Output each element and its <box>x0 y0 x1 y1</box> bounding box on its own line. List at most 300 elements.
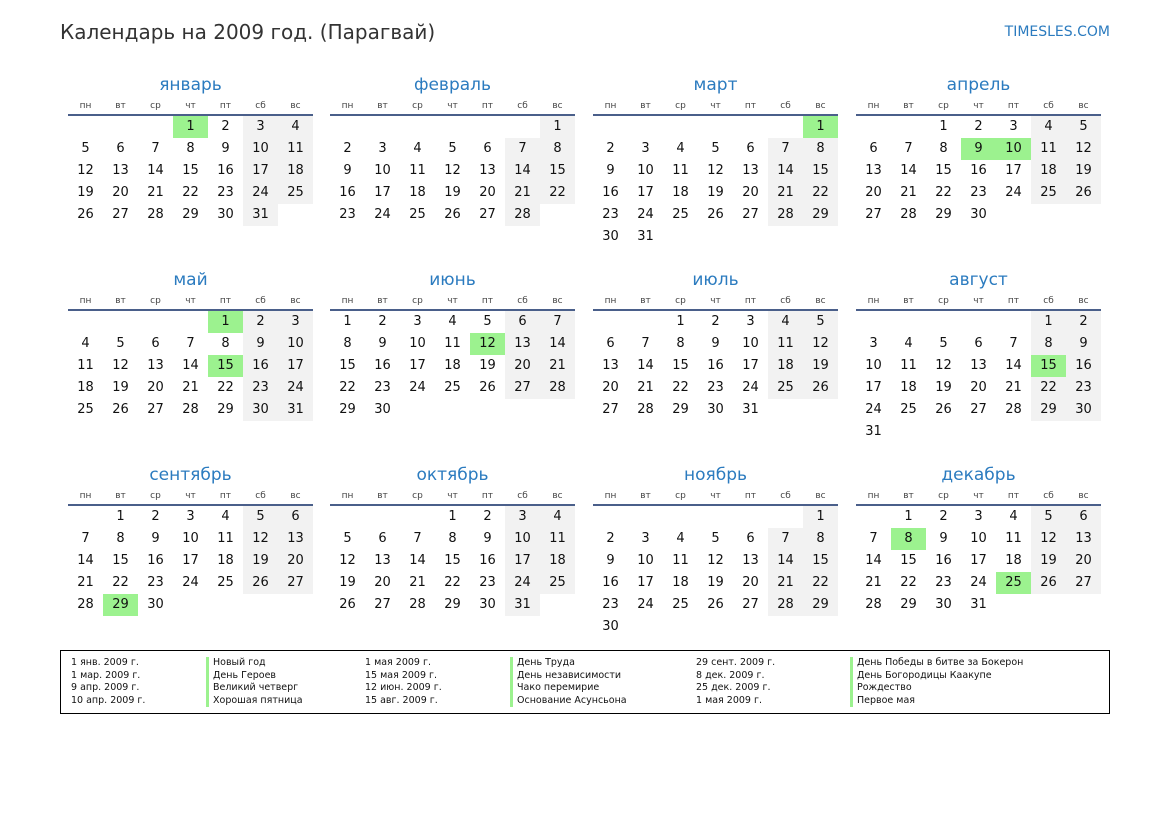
empty-cell <box>733 616 768 638</box>
page-title: Календарь на 2009 год. (Парагвай) <box>60 20 436 44</box>
week-row <box>593 506 838 528</box>
weekday-header-row <box>68 488 313 506</box>
day-cell: 29 <box>900 597 917 612</box>
day-cell: 22 <box>803 182 838 204</box>
day-cell: 22 <box>900 575 917 590</box>
day-cell: 28 <box>505 204 540 226</box>
day-cell: 5 <box>483 314 492 329</box>
day-cell: 9 <box>343 163 352 178</box>
day-cell: 28 <box>865 597 882 612</box>
holiday-date: 15 мая 2009 г. <box>365 669 438 681</box>
day-cell: 27 <box>278 572 313 594</box>
day-cell: 2 <box>221 119 230 134</box>
day-cell: 20 <box>147 380 164 395</box>
day-cell: 26 <box>339 597 356 612</box>
day-cell: 2 <box>343 141 352 156</box>
day-cell: 19 <box>935 380 952 395</box>
week-row <box>593 528 838 550</box>
day-cell: 10 <box>970 531 987 546</box>
weekday-header: чт <box>710 296 721 306</box>
day-cell: 1 <box>173 116 208 138</box>
day-cell: 29 <box>672 402 689 417</box>
day-cell: 19 <box>707 575 724 590</box>
day-cell: 9 <box>483 531 492 546</box>
day-cell: 29 <box>803 204 838 226</box>
day-cell: 17 <box>637 185 654 200</box>
day-cell: 15 <box>803 160 838 182</box>
weekday-header: вс <box>1078 296 1089 306</box>
week-row <box>856 594 1101 616</box>
day-cell: 6 <box>116 141 125 156</box>
week-row <box>856 204 1101 226</box>
holiday-dates-column-3 <box>696 657 775 707</box>
empty-cell <box>435 399 470 421</box>
day-cell: 26 <box>243 572 278 594</box>
day-cell: 8 <box>803 528 838 550</box>
week-row <box>330 160 575 182</box>
day-cell: 20 <box>1066 550 1101 572</box>
week-row <box>593 116 838 138</box>
holiday-names-column-3 <box>850 657 1023 707</box>
week-row <box>593 616 838 638</box>
day-cell: 13 <box>1066 528 1101 550</box>
day-cell: 11 <box>672 163 689 178</box>
day-cell: 13 <box>147 358 164 373</box>
weekday-header: пт <box>219 491 232 501</box>
month-name: май <box>173 270 208 290</box>
day-cell: 7 <box>1009 336 1018 351</box>
day-cell: 18 <box>672 185 689 200</box>
empty-cell <box>768 399 803 421</box>
week-row <box>330 528 575 550</box>
day-cell: 13 <box>970 358 987 373</box>
empty-cell <box>891 116 926 138</box>
day-cell: 31 <box>970 597 987 612</box>
day-cell: 22 <box>935 185 952 200</box>
weekday-header: сб <box>517 296 528 306</box>
weekday-header: чт <box>447 491 458 501</box>
empty-cell <box>208 594 243 616</box>
empty-cell <box>628 116 663 138</box>
day-cell: 9 <box>378 336 387 351</box>
day-cell: 20 <box>742 185 759 200</box>
day-cell: 8 <box>343 336 352 351</box>
day-cell: 15 <box>444 553 461 568</box>
day-cell: 23 <box>935 575 952 590</box>
day-cell: 5 <box>803 311 838 333</box>
day-cell: 4 <box>448 314 457 329</box>
holiday-date: 8 дек. 2009 г. <box>696 669 765 681</box>
weekday-header: вт <box>115 491 126 501</box>
day-cell: 3 <box>278 311 313 333</box>
weekday-header: вт <box>903 101 914 111</box>
empty-cell <box>803 226 838 248</box>
weekday-header: вт <box>115 101 126 111</box>
empty-cell <box>540 204 575 226</box>
week-row <box>593 311 838 333</box>
day-cell: 22 <box>182 185 199 200</box>
day-cell: 28 <box>147 207 164 222</box>
week-row <box>330 377 575 399</box>
empty-cell <box>593 116 628 138</box>
day-cell: 1 <box>448 509 457 524</box>
day-cell: 9 <box>939 531 948 546</box>
day-cell: 14 <box>147 163 164 178</box>
day-cell: 9 <box>606 163 615 178</box>
weekday-header: пн <box>867 491 880 501</box>
day-cell: 6 <box>974 336 983 351</box>
day-cell: 11 <box>672 553 689 568</box>
day-cell: 6 <box>869 141 878 156</box>
week-row <box>68 594 313 616</box>
weekday-header: вс <box>1078 101 1089 111</box>
day-cell: 30 <box>935 597 952 612</box>
weekday-header: чт <box>185 296 196 306</box>
weekday-header-row <box>856 488 1101 506</box>
day-cell: 4 <box>676 141 685 156</box>
weekday-header: вс <box>552 296 563 306</box>
day-cell: 25 <box>996 572 1031 594</box>
day-cell: 16 <box>479 553 496 568</box>
empty-cell <box>926 421 961 443</box>
holiday-name: Основание Асунсьона <box>510 695 627 708</box>
day-cell: 15 <box>540 160 575 182</box>
day-cell: 10 <box>637 163 654 178</box>
week-row <box>856 333 1101 355</box>
day-cell: 16 <box>339 185 356 200</box>
day-cell: 22 <box>540 182 575 204</box>
day-cell: 17 <box>409 358 426 373</box>
empty-cell <box>1031 594 1066 616</box>
day-cell: 8 <box>448 531 457 546</box>
week-row <box>68 377 313 399</box>
week-row <box>68 506 313 528</box>
day-cell: 18 <box>1031 160 1066 182</box>
day-cell: 6 <box>378 531 387 546</box>
weekday-header: ср <box>150 491 161 501</box>
day-cell: 3 <box>243 116 278 138</box>
day-cell: 30 <box>147 597 164 612</box>
month-2 <box>330 72 575 226</box>
weekday-header: пн <box>79 101 92 111</box>
weekday-header: чт <box>710 491 721 501</box>
day-cell: 24 <box>742 380 759 395</box>
weekday-header: ср <box>675 296 686 306</box>
day-cell: 19 <box>479 358 496 373</box>
day-cell: 1 <box>904 509 913 524</box>
day-cell: 24 <box>409 380 426 395</box>
day-cell: 11 <box>768 333 803 355</box>
weekday-header: сб <box>517 491 528 501</box>
day-cell: 6 <box>606 336 615 351</box>
month-7 <box>593 267 838 421</box>
weekday-header: сб <box>1043 296 1054 306</box>
weekday-header: сб <box>517 101 528 111</box>
empty-cell <box>540 594 575 616</box>
day-cell: 3 <box>974 509 983 524</box>
day-cell: 26 <box>707 207 724 222</box>
day-cell: 24 <box>505 572 540 594</box>
weekday-header: чт <box>447 101 458 111</box>
weekday-header: вт <box>640 296 651 306</box>
month-6 <box>330 267 575 421</box>
empty-cell <box>698 226 733 248</box>
empty-cell <box>698 506 733 528</box>
empty-cell <box>996 594 1031 616</box>
day-cell: 27 <box>742 207 759 222</box>
weekday-header: ср <box>938 491 949 501</box>
day-cell: 20 <box>742 575 759 590</box>
weekday-header: пн <box>604 101 617 111</box>
holiday-name: Первое мая <box>850 695 1023 708</box>
holiday-name: Хорошая пятница <box>206 695 303 708</box>
holiday-date: 1 мая 2009 г. <box>696 694 762 706</box>
day-cell: 24 <box>1005 185 1022 200</box>
day-cell: 25 <box>217 575 234 590</box>
day-cell: 15 <box>1031 355 1066 377</box>
holiday-date: 10 апр. 2009 г. <box>71 694 146 706</box>
weekday-header: вт <box>377 491 388 501</box>
empty-cell <box>663 506 698 528</box>
day-cell: 30 <box>374 402 391 417</box>
week-row <box>593 226 838 248</box>
weekday-header-row <box>330 293 575 311</box>
day-cell: 26 <box>935 402 952 417</box>
holiday-date: 9 апр. 2009 г. <box>71 682 140 694</box>
day-cell: 16 <box>602 185 619 200</box>
day-cell: 28 <box>182 402 199 417</box>
day-cell: 27 <box>865 207 882 222</box>
day-cell: 2 <box>1066 311 1101 333</box>
day-cell: 4 <box>1009 509 1018 524</box>
day-cell: 19 <box>707 185 724 200</box>
day-cell: 27 <box>602 402 619 417</box>
weekday-header: ср <box>150 296 161 306</box>
day-cell: 21 <box>505 182 540 204</box>
day-cell: 27 <box>505 377 540 399</box>
month-1 <box>68 72 313 226</box>
week-row <box>330 572 575 594</box>
day-cell: 2 <box>151 509 160 524</box>
day-cell: 5 <box>1066 116 1101 138</box>
day-cell: 20 <box>479 185 496 200</box>
weekday-header: пт <box>481 296 494 306</box>
day-cell: 18 <box>1005 553 1022 568</box>
month-10 <box>330 462 575 616</box>
day-cell: 5 <box>711 141 720 156</box>
week-row <box>330 311 575 333</box>
week-row <box>68 138 313 160</box>
empty-cell <box>400 506 435 528</box>
weekday-header: пн <box>867 101 880 111</box>
day-cell: 20 <box>112 185 129 200</box>
week-row <box>856 421 1101 443</box>
day-cell: 14 <box>77 553 94 568</box>
day-cell: 3 <box>186 509 195 524</box>
week-row <box>593 594 838 616</box>
empty-cell <box>1066 204 1101 226</box>
day-cell: 29 <box>182 207 199 222</box>
day-cell: 29 <box>103 594 138 616</box>
day-cell: 24 <box>182 575 199 590</box>
day-cell: 7 <box>540 311 575 333</box>
weekday-header: вс <box>1078 491 1089 501</box>
empty-cell <box>68 311 103 333</box>
weekday-header: ср <box>150 101 161 111</box>
week-row <box>593 138 838 160</box>
week-row <box>593 333 838 355</box>
empty-cell <box>856 311 891 333</box>
day-cell: 14 <box>1005 358 1022 373</box>
day-cell: 7 <box>505 138 540 160</box>
day-cell: 24 <box>374 207 391 222</box>
day-cell: 16 <box>374 358 391 373</box>
day-cell: 26 <box>1066 182 1101 204</box>
day-cell: 25 <box>409 207 426 222</box>
holiday-name: Новый год <box>206 657 303 670</box>
holiday-date: 29 сент. 2009 г. <box>696 657 776 668</box>
day-cell: 20 <box>374 575 391 590</box>
empty-cell <box>278 594 313 616</box>
empty-cell <box>628 616 663 638</box>
day-cell: 3 <box>505 506 540 528</box>
weekday-header: пн <box>79 491 92 501</box>
month-name: октябрь <box>416 465 489 485</box>
day-cell: 12 <box>803 333 838 355</box>
week-row <box>593 182 838 204</box>
empty-cell <box>698 116 733 138</box>
weekday-header: сб <box>780 296 791 306</box>
weekday-header: сб <box>255 296 266 306</box>
day-cell: 13 <box>602 358 619 373</box>
week-row <box>68 182 313 204</box>
day-cell: 15 <box>182 163 199 178</box>
day-cell: 11 <box>444 336 461 351</box>
day-cell: 2 <box>711 314 720 329</box>
day-cell: 8 <box>803 138 838 160</box>
day-cell: 20 <box>602 380 619 395</box>
empty-cell <box>768 506 803 528</box>
day-cell: 5 <box>711 531 720 546</box>
day-cell: 27 <box>742 597 759 612</box>
empty-cell <box>961 421 996 443</box>
day-cell: 21 <box>637 380 654 395</box>
day-cell: 30 <box>1066 399 1101 421</box>
holiday-date: 25 дек. 2009 г. <box>696 682 771 694</box>
weekday-header: ср <box>412 296 423 306</box>
day-cell: 7 <box>768 138 803 160</box>
day-cell: 10 <box>637 553 654 568</box>
day-cell: 5 <box>1031 506 1066 528</box>
day-cell: 21 <box>1005 380 1022 395</box>
day-cell: 20 <box>505 355 540 377</box>
weekday-header: вт <box>377 101 388 111</box>
month-11 <box>593 462 838 638</box>
holiday-date: 12 июн. 2009 г. <box>365 682 442 694</box>
weekday-header: ср <box>412 101 423 111</box>
weekday-header: чт <box>973 491 984 501</box>
day-cell: 6 <box>505 311 540 333</box>
day-cell: 13 <box>374 553 391 568</box>
day-cell: 18 <box>768 355 803 377</box>
day-cell: 23 <box>1066 377 1101 399</box>
day-cell: 31 <box>243 204 278 226</box>
day-cell: 5 <box>81 141 90 156</box>
weekday-header-row <box>330 488 575 506</box>
weekday-header: пн <box>867 296 880 306</box>
holiday-name: День Богородицы Каакупе <box>850 670 1023 683</box>
day-cell: 29 <box>217 402 234 417</box>
day-cell: 14 <box>505 160 540 182</box>
empty-cell <box>138 116 173 138</box>
day-cell: 14 <box>900 163 917 178</box>
day-cell: 16 <box>602 575 619 590</box>
empty-cell <box>330 116 365 138</box>
day-cell: 14 <box>182 358 199 373</box>
week-row <box>593 550 838 572</box>
day-cell: 26 <box>112 402 129 417</box>
day-cell: 16 <box>935 553 952 568</box>
day-cell: 17 <box>970 553 987 568</box>
day-cell: 1 <box>1031 311 1066 333</box>
holiday-names-column-2 <box>510 657 627 707</box>
weekday-header: чт <box>710 101 721 111</box>
day-cell: 30 <box>970 207 987 222</box>
day-cell: 31 <box>865 424 882 439</box>
weekday-header-row <box>68 98 313 116</box>
day-cell: 1 <box>803 506 838 528</box>
day-cell: 11 <box>1031 138 1066 160</box>
day-cell: 1 <box>208 311 243 333</box>
weekday-header: вс <box>815 296 826 306</box>
week-row <box>593 399 838 421</box>
day-cell: 29 <box>1031 399 1066 421</box>
weekday-header: пн <box>341 296 354 306</box>
week-row <box>330 333 575 355</box>
day-cell: 4 <box>278 116 313 138</box>
week-row <box>856 311 1101 333</box>
day-cell: 15 <box>339 358 356 373</box>
day-cell: 1 <box>343 314 352 329</box>
day-cell: 8 <box>540 138 575 160</box>
empty-cell <box>173 594 208 616</box>
day-cell: 27 <box>970 402 987 417</box>
week-row <box>856 377 1101 399</box>
weekday-header: пт <box>219 296 232 306</box>
site-link[interactable]: TIMESLES.COM <box>1004 24 1110 40</box>
weekday-header: ср <box>412 491 423 501</box>
day-cell: 4 <box>221 509 230 524</box>
day-cell: 25 <box>278 182 313 204</box>
day-cell: 19 <box>112 380 129 395</box>
month-name: март <box>693 75 738 95</box>
empty-cell <box>68 506 103 528</box>
week-row <box>68 204 313 226</box>
empty-cell <box>663 616 698 638</box>
day-cell: 10 <box>374 163 391 178</box>
day-cell: 21 <box>900 185 917 200</box>
weekday-header: вс <box>290 101 301 111</box>
week-row <box>330 506 575 528</box>
day-cell: 28 <box>409 597 426 612</box>
empty-cell <box>103 116 138 138</box>
day-cell: 20 <box>865 185 882 200</box>
empty-cell <box>891 421 926 443</box>
empty-cell <box>330 506 365 528</box>
day-cell: 26 <box>77 207 94 222</box>
day-cell: 30 <box>243 399 278 421</box>
day-cell: 2 <box>606 531 615 546</box>
